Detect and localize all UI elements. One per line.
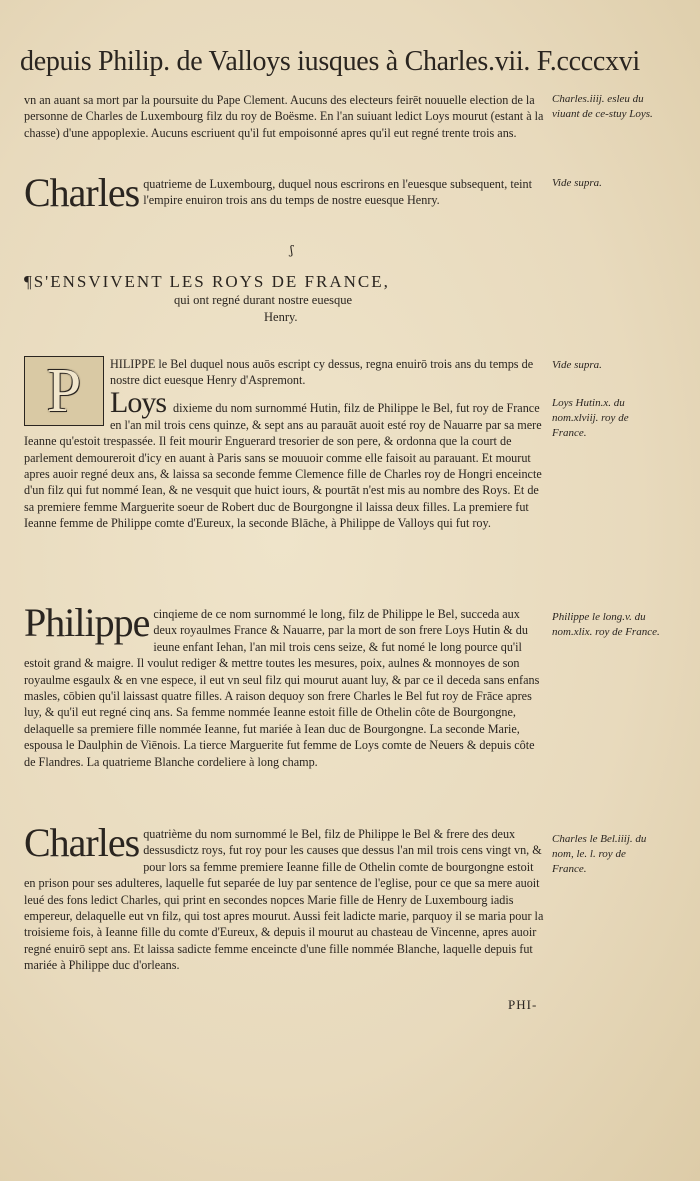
entry-name-charles-bel: Charles — [24, 820, 140, 865]
section-heading-line2: qui ont regné durant nostre euesque — [174, 293, 353, 307]
ornamental-dropcap — [24, 356, 104, 426]
running-header: depuis Philip. de Valloys iusques à Charles.vii. F.ccccxvi — [20, 46, 640, 77]
ornament-mark: ʃ — [290, 243, 294, 257]
entry-name-philippe: Philippe — [24, 600, 150, 645]
margin-note-vide-supra-1: Vide supra. — [552, 177, 602, 189]
charles-bel-entry — [24, 820, 544, 974]
loys-hutin-text: dixieme du nom surnommé Hutin, filz de Philippe le Bel, fut roy de France en l'an mil trois cens quinze, & sept ans au parauāt auoit esté roy de Nauarre par sa mere Ieanne qu'estoit trespassée. Il feit mourir Enguerard tresorier de son pere, & ordonna que la court de parlement demoureroit d'icy en auant à Paris sans se mouuoir comme elle faisoit au parauant. Et mourut apres auoir regné deux ans, & laissa sa seconde femme Clemence fille de Charles roy de Hongri enceincte d'un filz qui fut nommé Iean, & ne vesquit que huict iours, & pourtāt n'est mis au nombre des Roys. Et de sa premiere femme Marguerite soeur de Robert duc de Bourgongne il laissa deux filles. La premiere fut Ieanne femme de Philippe comte d'Eureux, la seconde Blāche, à Philippe de Valloys qui fut roy. — [24, 400, 542, 531]
margin-note-philippe-long: Philippe le long.v. du nom.xlix. roy de France. — [552, 611, 660, 638]
margin-note-charles-bel: Charles le Bel.iiij. du nom, le. l. roy de France. — [552, 833, 647, 875]
catchword: PHI- — [508, 997, 538, 1012]
top-paragraph — [24, 92, 544, 141]
entry-name-charles-luxembourg: Charles — [24, 170, 140, 215]
section-heading-line3: Henry. — [264, 310, 298, 324]
section-heading-line1: ¶S'ENSVIVENT LES ROYS DE FRANCE, — [24, 272, 390, 291]
philippe-bel-loys-entry — [24, 356, 544, 532]
philippe-long-entry — [24, 600, 544, 770]
philippe-long-text: cinqieme de ce nom surnommé le long, filz de Philippe le Bel, succeda aux deux royaulmes France & Nauarre, par la mort de son frere Loys Hutin & du ieune enfant Iehan, l'an mil trois cens seize, & fut nomé le long pource qu'il estoit grand & maigre. Il voulut rediger & mettre toutes les mesures, poix, aulnes & monnoyes de son royaulme esgaulx & en vne espece, il eut vn seul filz qui mourut auant luy, & par ce il deceda sans enfans masles, cōbien qu'il laissast quatre filles. A raison dequoy son frere Charles le Bel fut roy de Frāce apres luy, & qu'il eut regné cinq ans. Sa femme nommée Ieanne estoit fille de Othelin côte de Bourgongne, delaquelle sa premiere fille nommée Ieanne, fut mariée à Iean duc de Bourgongne. La seconde Marie, espousa le Daulphin de Viēnois. La tierce Marguerite fut femme de Loys comte de Neuers & depuis côte de Flandres. La quatrieme Blanche cordeliere à long champ. — [24, 607, 540, 769]
entry-name-loys: Loys — [110, 385, 166, 419]
dropcap-letter: P — [46, 357, 82, 425]
margin-note-loys-hutin: Loys Hutin.x. du nom.xlviij. roy de France. — [552, 397, 629, 439]
margin-note-vide-supra-2: Vide supra. — [552, 359, 602, 371]
charles-luxembourg-entry — [24, 170, 544, 215]
charles-bel-text: quatrième du nom surnommé le Bel, filz de Philippe le Bel & frere des deux dessusdictz roys, fut roy pour les causes que dessus l'an mil trois cens vingt vn, & pour lors sa femme premiere Ieanne fille de Othelin comte de bourgongne estoit en prison pour ses adulteres, laquelle fut separée de luy par sentence de l'eglise, pour ce que sa mere auoit leué des fons ledict Charles, qui print en secondes nopces Marie fille de Henry de Luxembourg iadis empereur, delaquelle eut vn filz, qui tost apres mourut. Aussi feit ladicte marie, parquoy il se maria pour la troisieme fois, à Ieanne fille du comte d'Eureux, & depuis il mourut au chasteau de Vincenne, apres auoir regné enuirō sept ans. Et laissa sadicte femme enceincte d'une fille nommée Blanche, laquelle depuis fut mariée à Philippe duc d'orleans. — [24, 827, 544, 973]
section-heading — [24, 272, 524, 326]
top-paragraph-text: vn an auant sa mort par la poursuite du Pape Clement. Aucuns des electeurs feirēt nouuelle election de la personne de Charles de Luxembourg filz du roy de Boësme. En l'an suiuant ledict Loys mourut (estant à la chasse) d'une appoplexie. Aucuns escriuent qu'il fut empoisonné apres qu'il eut regné trente trois ans. — [24, 93, 544, 140]
charles-luxembourg-text: quatrieme de Luxembourg, duquel nous escrirons en l'euesque subsequent, teint l'empire enuiron trois ans du temps de nostre euesque Henry. — [143, 177, 533, 208]
margin-note-charles-elect: Charles.iiij. esleu du viuant de ce-stuy Loys. — [552, 93, 653, 120]
philippe-bel-text: HILIPPE le Bel duquel nous auōs escript cy dessus, regna enuirō trois ans du temps de nostre dict euesque Henry d'Aspremont. — [110, 357, 534, 388]
